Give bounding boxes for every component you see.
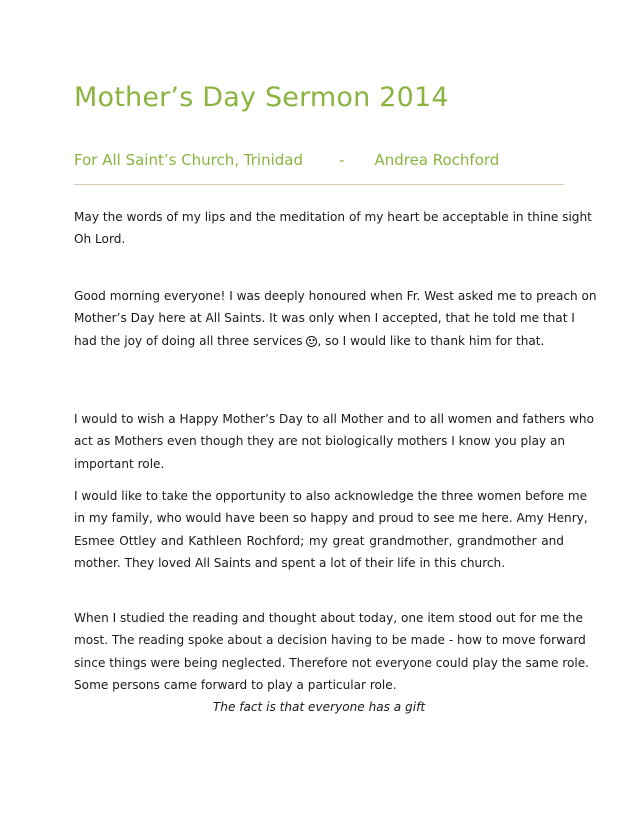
paragraph-happy-mothers-day <box>74 408 594 475</box>
paragraph-line: When I studied the reading and thought about today, one item stood out for me the <box>74 611 583 625</box>
page-title: Mother’s Day Sermon 2014 <box>74 82 449 113</box>
paragraph-line: May the words of my lips and the meditation of my heart be acceptable in thine sight <box>74 210 592 224</box>
paragraph-acknowledgement <box>74 485 588 575</box>
closing-quote: The fact is that everyone has a gift <box>212 700 426 714</box>
paragraph-line: mother. They loved All Saints and spent a lot of their life in this church. <box>74 556 506 571</box>
paragraph-line: Esmee Ottley and Kathleen Rochford; my great grandmother, grandmother and <box>74 533 564 548</box>
title-divider <box>74 184 564 185</box>
paragraph-line: I would like to take the opportunity to also acknowledge the three women before me <box>74 489 588 503</box>
paragraph-line <box>74 330 564 352</box>
subtitle-line <box>74 151 564 169</box>
paragraph-line-start: had the joy of doing all three services <box>74 333 307 348</box>
paragraph-reading <box>74 607 589 697</box>
paragraph-greeting <box>74 285 597 352</box>
paragraph-line: important role. <box>74 456 165 471</box>
paragraph-line: Some persons came forward to play a particular role. <box>74 678 397 693</box>
paragraph-line: act as Mothers even though they are not biologically mothers I know you play an <box>74 434 566 449</box>
subtitle-separator: - <box>339 151 345 169</box>
paragraph-line: Good morning everyone! I was deeply honoured when Fr. West asked me to preach on <box>74 289 597 303</box>
subtitle-church: For All Saint’s Church, Trinidad <box>74 151 304 169</box>
subtitle-author: Andrea Rochford <box>374 151 500 169</box>
paragraph-opening-prayer <box>74 206 592 251</box>
paragraph-line-end: , so I would like to thank him for that. <box>317 333 545 348</box>
paragraph-line: Mother’s Day here at All Saints. It was only when I accepted, that he told me that I <box>74 311 575 326</box>
paragraph-line: Oh Lord. <box>74 232 126 247</box>
paragraph-line: I would to wish a Happy Mother’s Day to all Mother and to all women and fathers who <box>74 412 594 426</box>
paragraph-line: most. The reading spoke about a decision having to be made - how to move forward <box>74 633 586 648</box>
paragraph-line: in my family, who would have been so happy and proud to see me here. Amy Henry, <box>74 511 588 526</box>
paragraph-line: since things were being neglected. Therefore not everyone could play the same role. <box>74 655 589 670</box>
smiley-face-icon <box>306 336 317 347</box>
